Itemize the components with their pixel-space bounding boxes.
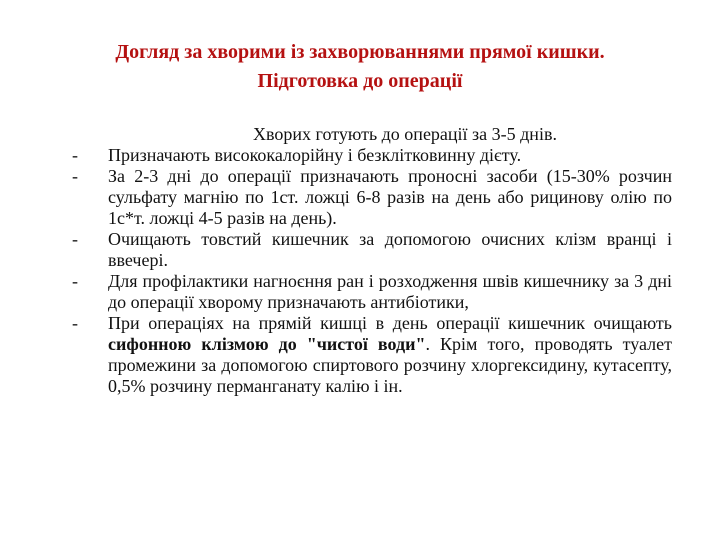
slide-body xyxy=(72,124,672,397)
list-item-text-bold: сифонною клізмою до "чистої води" xyxy=(108,334,426,354)
bullet-dash: - xyxy=(72,313,78,333)
list-item-text: Призначають висококалорійну і безклітковинну дієту. xyxy=(108,145,522,165)
list-item-text: За 2-3 дні до операції призначають проносні засоби (15-30% розчин сульфату магнію по 1ст. ложці 6-8 разів на день або рицинову олію по 1с*т. ложці 4-5 разів на день). xyxy=(108,166,672,228)
list-item xyxy=(72,313,672,397)
list-item xyxy=(72,145,672,166)
list-item-text: Очищають товстий кишечник за допомогою очисних клізм вранці і ввечері. xyxy=(108,229,672,270)
list-item-text: Для профілактики нагноєння ран і розходження швів кишечнику за 3 дні до операції хворому призначають антибіотики, xyxy=(108,271,672,312)
bullet-dash: - xyxy=(72,229,78,249)
bullet-dash: - xyxy=(72,145,78,165)
list-item xyxy=(72,271,672,313)
slide-title xyxy=(30,38,690,96)
list-item xyxy=(72,166,672,229)
list-item-text-before: При операціях на прямій кишці в день операції кишечник очищають xyxy=(108,313,672,333)
slide-title-line-1: Догляд за хворими із захворюваннями прямої кишки. xyxy=(115,41,605,63)
list-item xyxy=(72,229,672,271)
bullet-list xyxy=(72,145,672,397)
bullet-dash: - xyxy=(72,166,78,186)
slide-title-line-2: Підготовка до операції xyxy=(257,70,463,92)
bullet-dash: - xyxy=(72,271,78,291)
list-item-text-after: . Крім того, проводять туалет промежини за допомогою спиртового розчину хлоргексидину, кутасепту, 0,5% розчину перманганату калію і ін. xyxy=(108,334,672,396)
intro-text: Хворих готують до операції за 3-5 днів. xyxy=(253,124,557,144)
